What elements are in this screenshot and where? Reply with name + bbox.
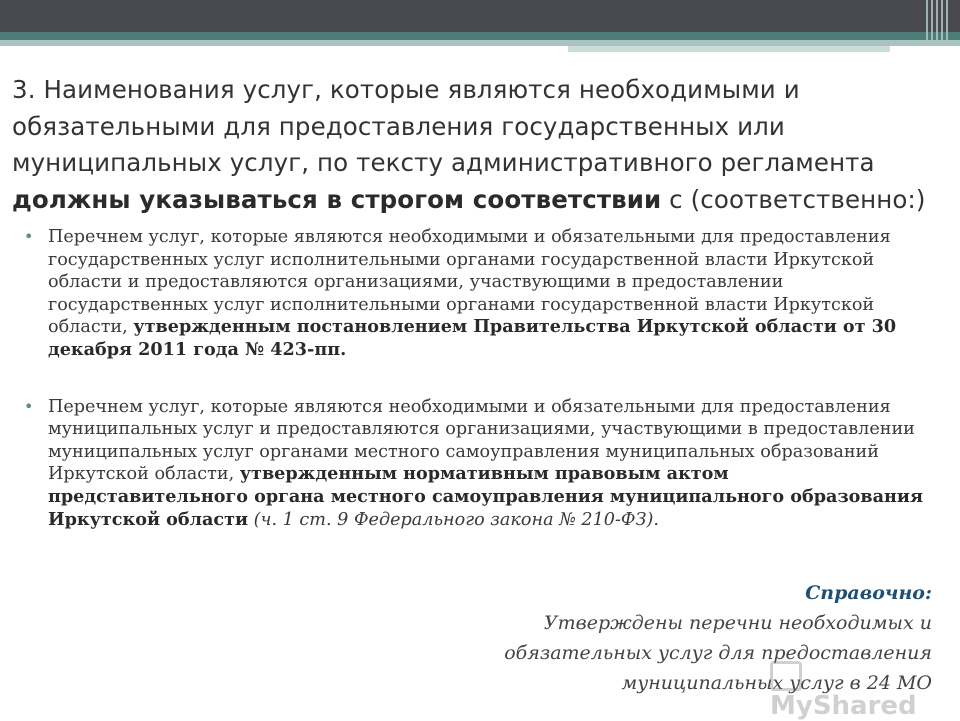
title-emphasis: должны указываться в строгом соответствии: [12, 184, 662, 214]
watermark-logo: [770, 660, 930, 721]
title-text-part-2: с (соответственно:): [661, 184, 926, 214]
bullet-emphasis: утвержденным нормативным правовым актом представительного органа местного самоуправления муниципального образования Иркутской области: [48, 463, 923, 530]
note-line: Утверждены перечни необходимых и: [543, 612, 932, 634]
bullet-icon: •: [24, 227, 34, 246]
note-heading: Справочно:: [805, 582, 932, 604]
list-item: [24, 396, 924, 532]
bullet-text: Перечнем услуг, которые являются необходимыми и обязательными для предоставления государственных услуг исполнительными органами государственной власти Иркутской области и предоставляются организациями, участвующими в предоставлении государственных услуг исполнительными органами государственной власти Иркутской области,: [48, 227, 891, 338]
bullet-list: [24, 226, 924, 565]
note-line: муниципальных услуг в 24 МО: [621, 672, 932, 694]
title-text-part-1: 3. Наименования услуг, которые являются необходимыми и обязательными для предоставления государственных или муниципальных услуг, по тексту административного регламента: [12, 75, 875, 177]
slide-title: [12, 72, 942, 218]
header-grip-decoration: [926, 0, 948, 40]
header-accent-tab: [568, 46, 890, 52]
list-item: [24, 226, 924, 362]
header-bar: [0, 0, 960, 32]
bullet-citation: (ч. 1 ст. 9 Федерального закона № 210-ФЗ).: [248, 509, 659, 530]
bullet-emphasis: утвержденным постановлением Правительства Иркутской области от 30 декабря 2011 года № 423-пп.: [48, 316, 897, 360]
header-stripe-teal: [0, 32, 960, 40]
bullet-text: Перечнем услуг, которые являются необходимыми и обязательными для предоставления муниципальных услуг и предоставляются организациями, участвующими в предоставлении муниципальных услуг органами местного самоуправления муниципальных образований Иркутской области,: [48, 396, 915, 485]
watermark-text: MyShared: [770, 690, 917, 721]
note-line: обязательных услуг для предоставления: [504, 642, 932, 664]
watermark-icon: [770, 661, 802, 691]
bullet-icon: •: [24, 396, 34, 416]
